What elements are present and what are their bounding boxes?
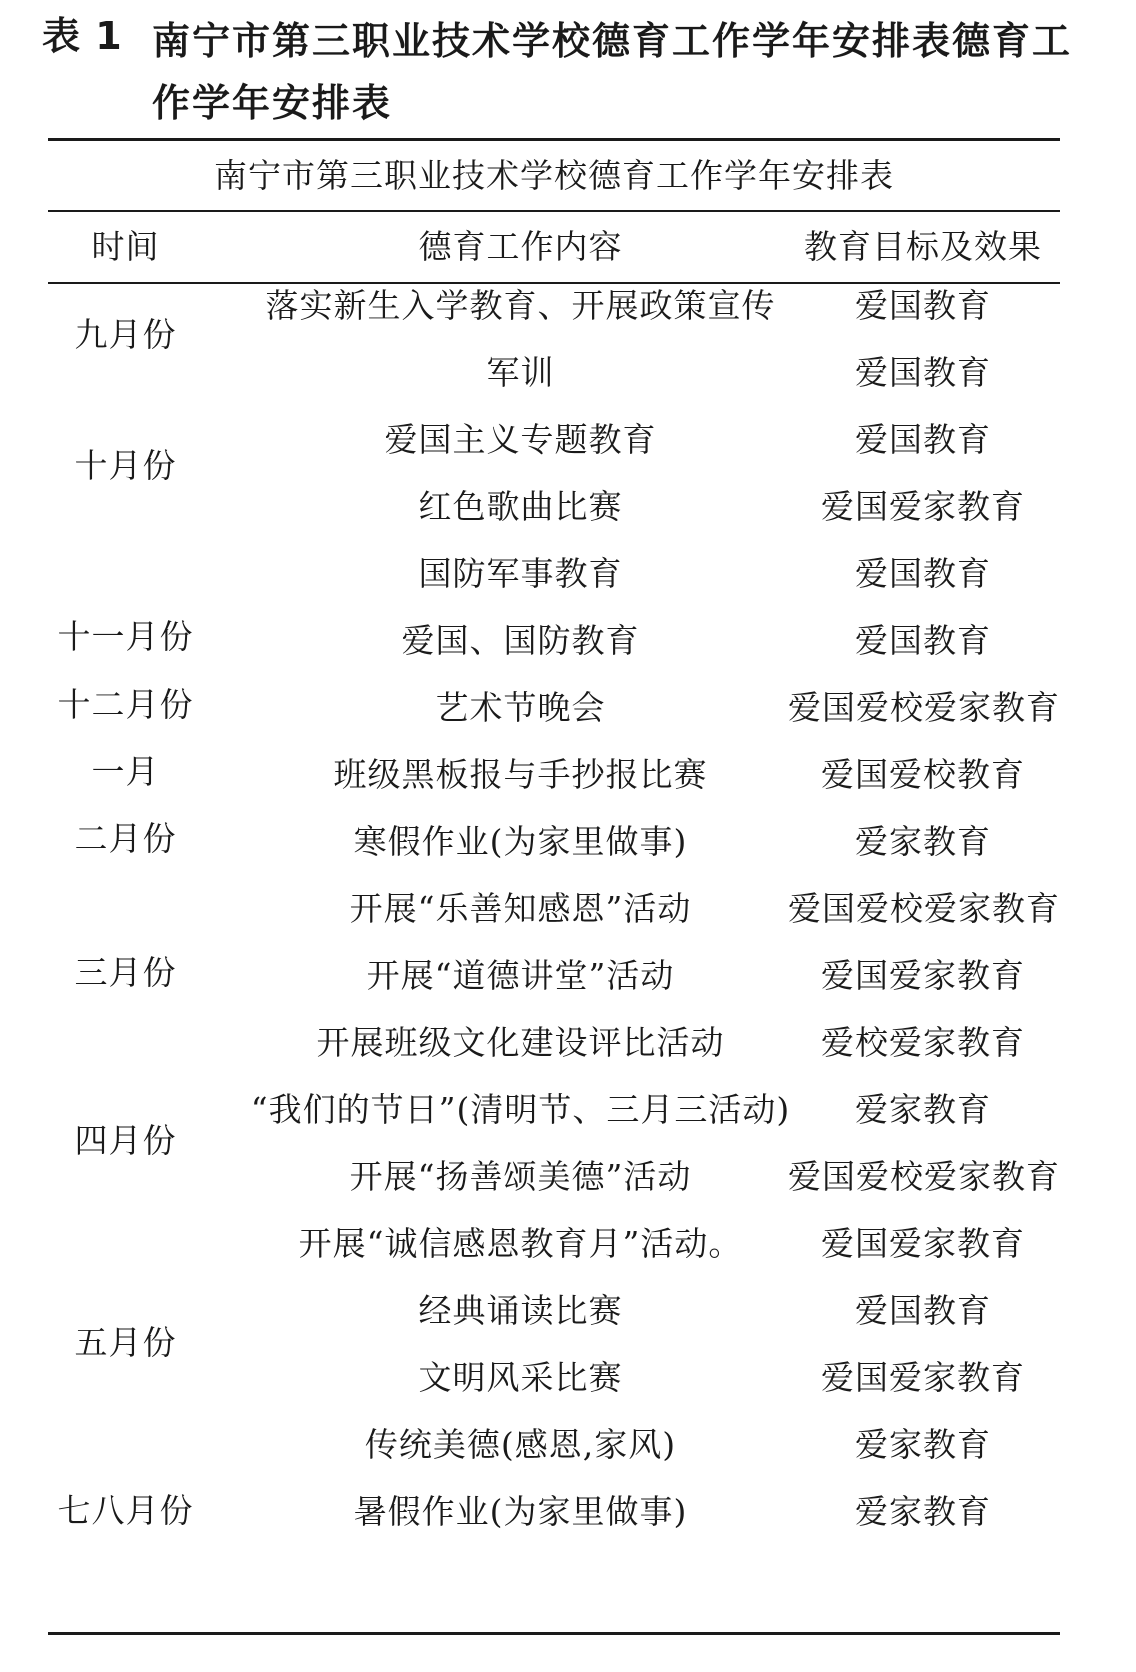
- month-cell: 五月份: [74, 1323, 177, 1362]
- goal-cell: 爱国教育: [855, 554, 991, 593]
- table-row: [48, 1275, 1060, 1346]
- goal-cell: 爱国爱校爱家教育: [788, 688, 1060, 727]
- table-row: [48, 538, 1060, 609]
- table-row: [48, 739, 1060, 810]
- goal-cell: 爱国教育: [855, 1291, 991, 1330]
- table-row: [48, 806, 1060, 877]
- goal-cell: 爱国爱家教育: [821, 487, 1025, 526]
- goal-cell: 爱国教育: [855, 286, 991, 325]
- table-row: [48, 337, 1060, 408]
- goal-cell: 爱国爱校爱家教育: [788, 1157, 1060, 1196]
- content-cell: 军训: [486, 353, 555, 392]
- month-cell: 七八月份: [57, 1491, 194, 1530]
- goal-cell: 爱校爱家教育: [821, 1023, 1025, 1062]
- table-row: [48, 873, 1060, 944]
- content-cell: 班级黑板报与手抄报比赛: [333, 755, 708, 794]
- content-cell: 暑假作业(为家里做事): [353, 1492, 688, 1531]
- content-cell: 红色歌曲比赛: [418, 487, 623, 526]
- content-cell: 国防军事教育: [418, 554, 623, 593]
- table-row: [48, 1007, 1060, 1078]
- goal-cell: 爱国爱家教育: [821, 1224, 1025, 1263]
- header-time: 时间: [91, 227, 160, 266]
- header-goal: 教育目标及效果: [804, 227, 1042, 266]
- month-cell: 四月份: [74, 1121, 177, 1160]
- table-row: [48, 1208, 1060, 1279]
- content-cell: 开展“扬善颂美德”活动: [349, 1157, 692, 1196]
- month-cell: 二月份: [74, 819, 177, 858]
- goal-cell: 爱国爱家教育: [821, 1358, 1025, 1397]
- content-cell: 寒假作业(为家里做事): [353, 822, 688, 861]
- content-cell: 开展“诚信感恩教育月”活动。: [298, 1224, 743, 1263]
- header-content: 德育工作内容: [418, 227, 623, 266]
- table-row: [48, 270, 1060, 341]
- goal-cell: 爱国爱校教育: [821, 755, 1025, 794]
- goal-cell: 爱家教育: [855, 1425, 991, 1464]
- content-cell: 文明风采比赛: [418, 1358, 623, 1397]
- content-cell: 落实新生入学教育、开展政策宣传: [265, 286, 776, 325]
- table-row: [48, 1476, 1060, 1547]
- goal-cell: 爱国教育: [855, 621, 991, 660]
- content-cell: 开展班级文化建设评比活动: [316, 1023, 725, 1062]
- table-row: [48, 404, 1060, 475]
- goal-cell: 爱国教育: [855, 420, 991, 459]
- goal-cell: 爱国爱校爱家教育: [788, 889, 1060, 928]
- table-row: [48, 672, 1060, 743]
- table-bottom-rule: [48, 1632, 1060, 1635]
- table-row: [48, 1141, 1060, 1212]
- table-body: [48, 285, 1060, 1630]
- goal-cell: 爱国教育: [855, 353, 991, 392]
- caption-title: 南宁市第三职业技术学校德育工作学年安排表德育工作学年安排表: [152, 19, 1073, 125]
- table-row: [48, 1342, 1060, 1413]
- content-cell: “我们的节日”(清明节、三月三活动): [250, 1090, 791, 1129]
- table-row: [48, 471, 1060, 542]
- table-row: [48, 1409, 1060, 1480]
- table-row: [48, 940, 1060, 1011]
- content-cell: 爱国、国防教育: [401, 621, 640, 660]
- table-number: 表 1: [42, 14, 123, 58]
- goal-cell: 爱家教育: [855, 822, 991, 861]
- goal-cell: 爱家教育: [855, 1090, 991, 1129]
- content-cell: 开展“乐善知感恩”活动: [349, 889, 692, 928]
- table-top-rule: [48, 138, 1060, 141]
- month-cell: 十一月份: [57, 617, 194, 656]
- month-cell: 十月份: [74, 446, 177, 485]
- goal-cell: 爱国爱家教育: [821, 956, 1025, 995]
- content-cell: 开展“道德讲堂”活动: [366, 956, 675, 995]
- month-cell: 十二月份: [57, 685, 194, 724]
- content-cell: 艺术节晚会: [435, 688, 606, 727]
- content-cell: 传统美德(感恩,家风): [364, 1425, 677, 1464]
- content-cell: 爱国主义专题教育: [384, 420, 657, 459]
- table-title: 南宁市第三职业技术学校德育工作学年安排表: [214, 156, 894, 195]
- table-row: [48, 1074, 1060, 1145]
- table-row: [48, 605, 1060, 676]
- month-cell: 一月: [91, 752, 160, 791]
- goal-cell: 爱家教育: [855, 1492, 991, 1531]
- month-cell: 三月份: [74, 953, 177, 992]
- month-cell: 九月份: [74, 315, 177, 354]
- content-cell: 经典诵读比赛: [418, 1291, 623, 1330]
